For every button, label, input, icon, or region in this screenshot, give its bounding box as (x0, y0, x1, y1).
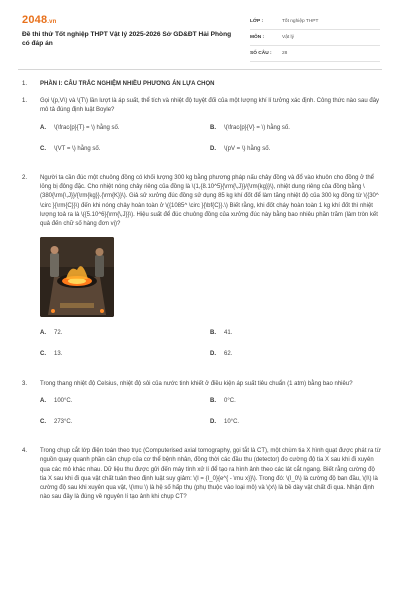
meta-label-question-count: SỐ CÂU : (250, 51, 272, 56)
option-text: 10°C. (224, 419, 240, 426)
option-label: A. (40, 397, 46, 404)
section-title: PHẦN I: CÂU TRẮC NGHIỆM NHIỀU PHƯƠNG ÁN LỰA CHỌN (40, 81, 215, 87)
option-label: B. (210, 330, 216, 337)
option-d[interactable] (210, 418, 380, 427)
meta-row-class (250, 14, 380, 30)
option-c[interactable] (40, 350, 210, 359)
meta-row-question-count (250, 46, 380, 62)
question-number: 3. (22, 380, 28, 387)
exam-meta-table (250, 14, 380, 62)
question-number: 1. (22, 98, 28, 105)
option-text: 72. (54, 330, 63, 337)
answer-options (40, 329, 382, 359)
site-logo[interactable]: 2048.vn (22, 14, 57, 26)
question-body (40, 380, 382, 440)
option-c[interactable] (40, 145, 210, 154)
option-a[interactable] (40, 329, 210, 338)
option-c[interactable] (40, 418, 210, 427)
option-label: C. (40, 419, 46, 426)
question-text: Gọi \(p,V\) và \(T\) lần lượt là áp suất, thể tích và nhiệt độ tuyệt đối của một lượng khí lí tưởng xác định. Công thức nào sau đây mô tả đúng định luật Boyle? (40, 98, 380, 114)
option-text: \(pV = \) hằng số. (224, 145, 271, 152)
option-label: D. (210, 145, 216, 152)
option-text: 0°C. (224, 397, 236, 404)
question-body (40, 97, 382, 166)
question-2 (22, 174, 382, 372)
question-number: 2. (22, 175, 28, 182)
option-label: B. (210, 397, 216, 404)
question-text: Trong chụp cắt lớp điện toán theo trục (Computerised axial tomography, gọi tắt là CT), một chùm tia X hình quạt được phát ra từ nguồn quay quanh phần cần chụp của cơ thể bệnh nhân, đồng thời các đầu thu (detector) đo cường độ tia X sau khi đi xuyên qua các mô khác nhau. Dữ liệu thu được gửi đến máy tính xử lí để tạo ra hình ảnh theo các lát cắt ngang. Biết rằng cường độ tia X sau khi đi qua vật chất tuân theo định luật suy giảm: \(I = {I_0}{e^{ - \mu x}}\). Trong đó: \(I_0\) là cường độ ban đầu, \(I\) là cường độ sau khi xuyên qua vật, \(\mu \) là hệ số hấp thụ (phụ thuộc vào loại mô) và \(x\) là bề dày vật chất đi qua. Nhận định nào sau đây là đúng về nguyên lí tạo ảnh khi chụp CT? (40, 448, 381, 501)
option-b[interactable] (210, 329, 380, 338)
option-text: 41. (224, 330, 233, 337)
answer-options (40, 397, 382, 427)
question-body (40, 447, 382, 510)
option-label: D. (210, 351, 216, 358)
question-4 (22, 447, 382, 510)
meta-row-subject (250, 30, 380, 46)
exam-content (22, 80, 382, 518)
option-label: D. (210, 419, 216, 426)
option-b[interactable] (210, 397, 380, 406)
header-divider (18, 69, 382, 70)
option-b[interactable] (210, 124, 380, 133)
option-d[interactable] (210, 145, 380, 154)
option-text: 62. (224, 351, 233, 358)
exam-title: Đề thi thử Tốt nghiệp THPT Vật lý 2025-2026 Sở GD&ĐT Hải Phòng có đáp án (22, 31, 232, 47)
option-label: A. (40, 330, 46, 337)
furnace-illustration-svg (40, 237, 114, 317)
bronze-casting-illustration (40, 237, 114, 317)
answer-options (40, 124, 382, 154)
section-heading (22, 80, 382, 89)
question-text: Người ta cần đúc một chuông đồng có khối lượng 300 kg bằng phương pháp nấu chảy đồng và đổ vào khuôn cho đồng ở thể lỏng bị đông đặc. Cho nhiệt nóng chảy riêng của đồng là \(1,{8.10^5}{\rm{\,J}}/{\rm{kg}}\), nhiệt dung riêng của đồng bằng \(380{\rm{\,J}}/{\rm{kg}}.{\rm{K}}\). Giả sử xưởng đúc đồng sử dụng 85 kg khí đốt để làm tăng nhiệt độ của 300 kg đồng từ \({30^ \circ }{\rm{C}}\) đến khi nóng chảy hoàn toàn ở \({1085^ \circ }{\bf{C}}.\) Biết rằng, khi đốt cháy hoàn toàn 1 kg khí đốt thì nhiệt lượng toả ra là \({5.10^6}{\rm{\,J}}\). Hiệu suất để đúc chuông đồng của xưởng đúc này bằng bao nhiêu phần trăm (làm tròn kết quả đến chữ số hàng đơn vị)? (40, 175, 379, 228)
option-text: 13. (54, 351, 63, 358)
option-text: \(\frac{p}{V} = \) hằng số. (224, 124, 290, 131)
meta-value-class: Tốt nghiệp THPT (282, 19, 319, 24)
question-body (40, 174, 382, 372)
option-a[interactable] (40, 124, 210, 133)
question-1 (22, 97, 382, 166)
option-text: \(VT = \) hằng số. (54, 145, 101, 152)
option-a[interactable] (40, 397, 210, 406)
meta-label-subject: MÔN : (250, 35, 265, 40)
page-header (0, 0, 400, 66)
option-text: 100°C. (54, 397, 73, 404)
question-text: Trong thang nhiệt độ Celsius, nhiệt độ sôi của nước tinh khiết ở điều kiện áp suất tiêu chuẩn (1 atm) bằng bao nhiêu? (40, 380, 353, 387)
option-label: A. (40, 124, 46, 131)
option-label: B. (210, 124, 216, 131)
question-3 (22, 380, 382, 440)
option-text: 273°C. (54, 419, 73, 426)
meta-value-question-count: 28 (282, 51, 288, 56)
section-number: 1. (22, 81, 28, 87)
question-number: 4. (22, 448, 28, 455)
meta-value-subject: Vật lý (282, 35, 294, 40)
option-label: C. (40, 351, 46, 358)
option-text: \(\frac{p}{T} = \) hằng số. (54, 124, 120, 131)
meta-label-class: LỚP : (250, 19, 264, 24)
option-label: C. (40, 145, 46, 152)
option-d[interactable] (210, 350, 380, 359)
